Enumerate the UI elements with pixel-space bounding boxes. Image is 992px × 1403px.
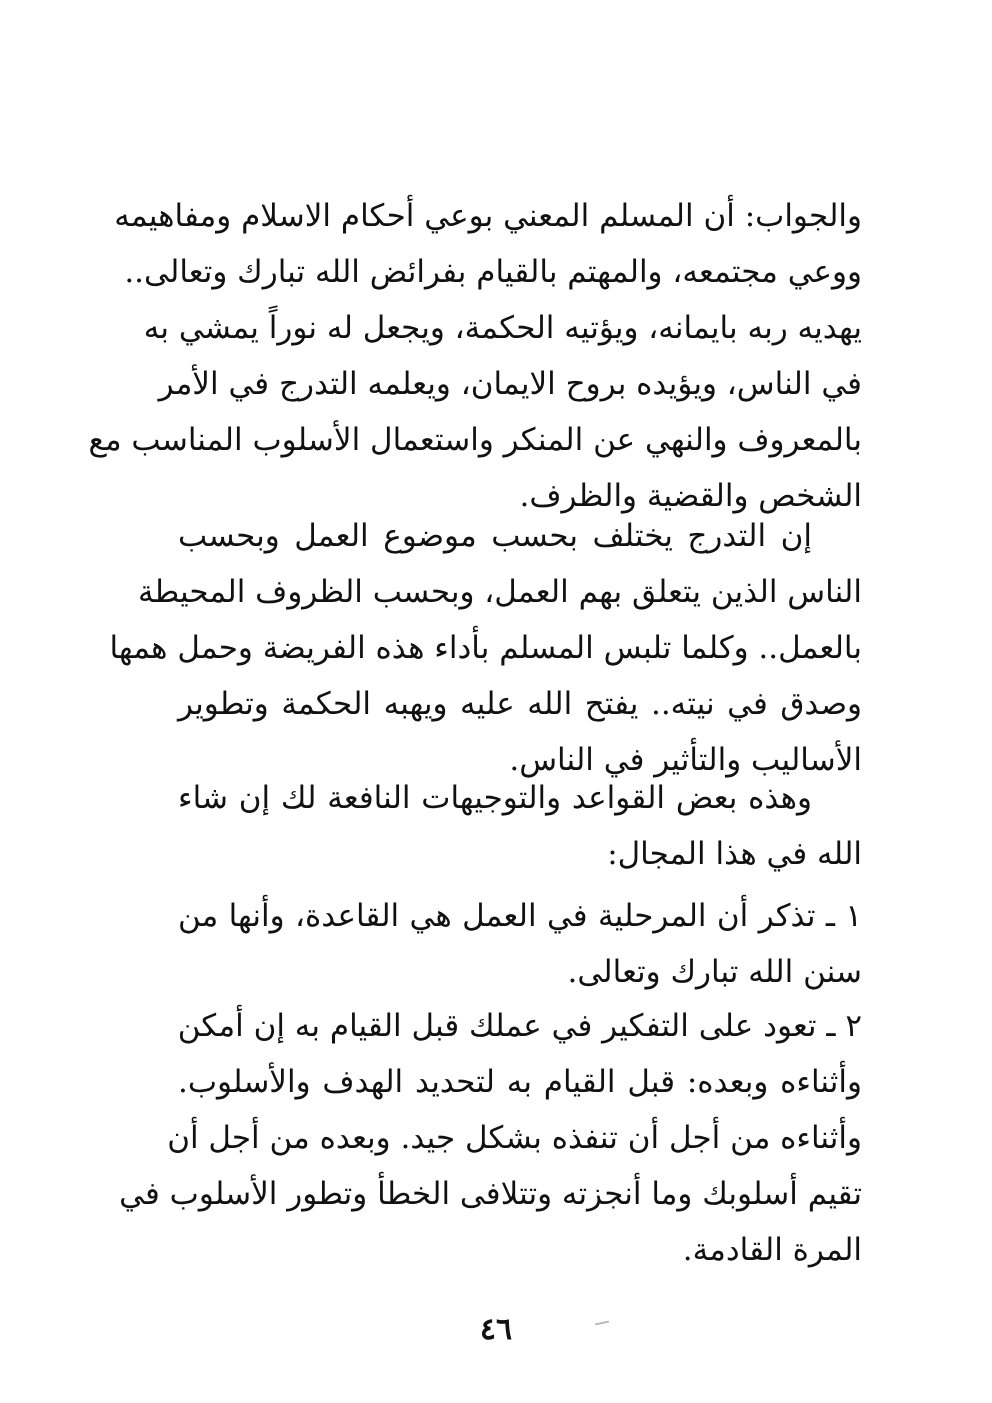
text-line: الشخص والقضية والظرف. [519,478,862,514]
text-line: سنن الله تبارك وتعالى. [567,954,862,990]
paragraph-gradualism [109,508,862,788]
text-line: بالمعروف والنهي عن المنكر واستعمال الأسلوب المناسب مع [88,422,862,458]
text-line: تقيم أسلوبك وما أنجزته وتتلافى الخطأ وتطور الأسلوب في [119,1176,862,1212]
text-line: ١ ـ تذكر أن المرحلية في العمل هي القاعدة، وأنها من [178,898,862,934]
paragraph-rules-intro [178,770,862,882]
text-line: إن التدرج يختلف بحسب موضوع العمل وبحسب [178,518,812,554]
text-line: وأثناءه وبعده: قبل القيام به لتحديد الهدف والأسلوب. [178,1064,862,1100]
text-line: الناس الذين يتعلق بهم العمل، وبحسب الظروف المحيطة [137,574,862,610]
list-item-1 [178,888,862,1000]
text-line: الأساليب والتأثير في الناس. [509,742,862,778]
text-line: وأثناءه من أجل أن تنفذه بشكل جيد. وبعده من أجل أن [167,1120,862,1156]
text-line: المرة القادمة. [682,1232,862,1268]
text-line: في الناس، ويؤيده بروح الايمان، ويعلمه التدرج في الأمر [158,366,862,402]
text-line: الله في هذا المجال: [607,836,862,872]
paragraph-answer [88,188,862,524]
text-line: والجواب: أن المسلم المعني بوعي أحكام الاسلام ومفاهيمه [114,198,862,234]
text-line: وهذه بعض القواعد والتوجيهات النافعة لك إن شاء [178,780,812,816]
text-line: ٢ ـ تعود على التفكير في عملك قبل القيام به إن أمكن [177,1008,862,1044]
list-item-2 [119,998,862,1278]
text-line: وصدق في نيته.. يفتح الله عليه ويهبه الحكمة وتطوير [178,686,862,722]
text-line: بالعمل.. وكلما تلبس المسلم بأداء هذه الفريضة وحمل همها [109,630,862,666]
text-line: ووعي مجتمعه، والمهتم بالقيام بفرائض الله تبارك وتعالى.. [124,254,862,290]
text-line: يهديه ربه بايمانه، ويؤتيه الحكمة، ويجعل له نوراً يمشي به [143,310,862,346]
page-number: ٤٦ [479,1312,513,1347]
